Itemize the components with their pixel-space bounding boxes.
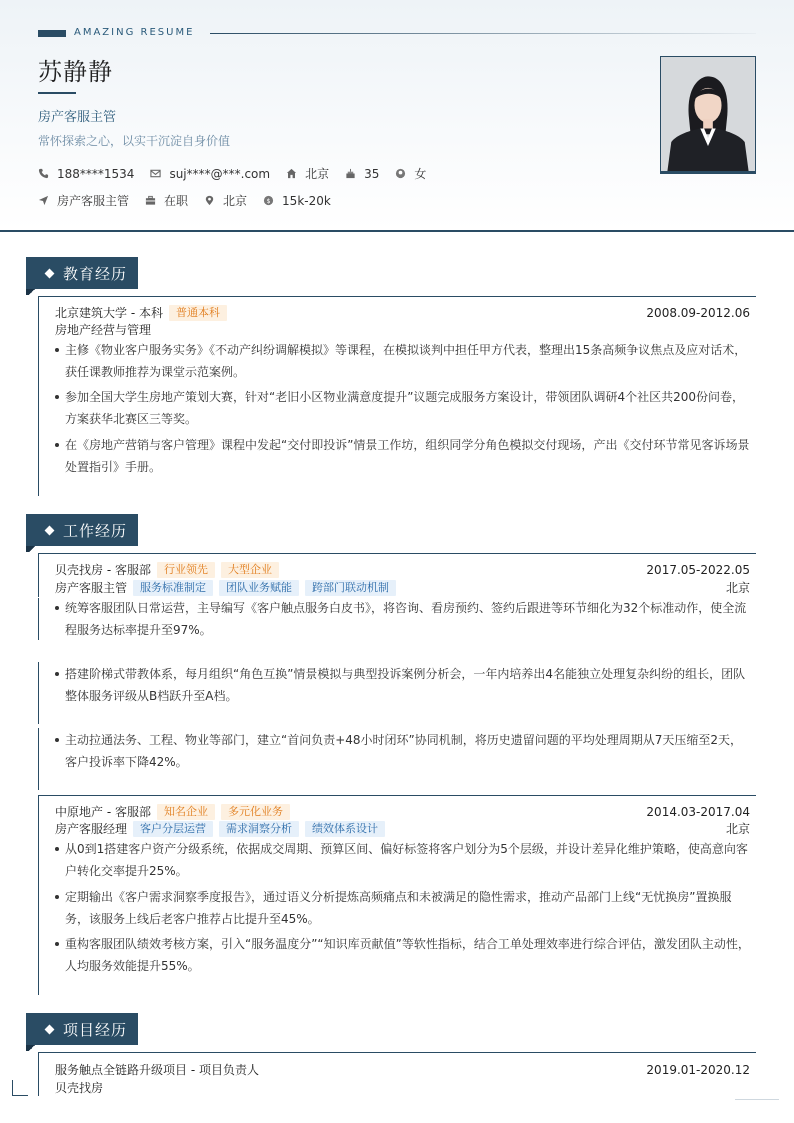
cake-icon [345,168,356,179]
work-date: 2017.05-2022.05 [646,562,750,577]
mail-icon [150,168,161,179]
company-tag: 知名企业 [157,804,215,820]
phone-text: 188****1534 [57,166,135,181]
gender-text: 女 [414,167,427,181]
name-underline [38,92,76,94]
work-bullet: 搭建阶梯式带教体系，每月组织“角色互换”情景模拟与典型投诉案例分析会，一年内培养出4名能独立处理复杂纠纷的组长，团队整体服务评级从B档跃升至A档。 [55,663,750,707]
school-tag: 普通本科 [169,305,227,321]
contact-row [38,165,442,182]
ribbon-fold [26,546,38,552]
work-date: 2014.03-2017.04 [646,804,750,819]
education-side-line [38,296,39,496]
section-work-label: 工作经历 [63,521,128,540]
candidate-motto: 常怀探索之心，以实干沉淀自身价值 [38,134,231,148]
diamond-icon [45,1024,55,1034]
major-name: 房地产经营与管理 [55,323,152,337]
work-company-row [55,561,750,578]
work-top-line [38,795,756,796]
work-bullet: 重构客服团队绩效考核方案，引入“服务温度分”“知识库贡献值”等软性指标，结合工单处理效率进行综合评估，激发团队主动性，人均服务效能提升55%。 [55,933,750,977]
brand-text: AMAZING RESUME [74,27,195,38]
project-name: 服务触点全链路升级项目 - 项目负责人 [55,1063,259,1077]
skill-tag: 服务标准制定 [133,580,213,596]
home-info [286,165,329,182]
phone-info [38,167,134,181]
home-text: 北京 [305,167,330,181]
age-text: 35 [364,166,380,181]
education-date: 2008.09-2012.06 [646,305,750,320]
education-school-row [55,304,750,321]
education-bullet: 在《房地产营销与客户管理》课程中发起“交付即投诉”情景工作坊，组织同学分角色模拟交付现场，产出《交付环节常见客诉场景处置指引》手册。 [55,434,750,478]
project-company-row [55,1079,750,1096]
education-top-line [38,296,756,297]
phone-icon [38,168,49,179]
brand-divider [210,33,756,34]
project-company: 贝壳找房 [55,1081,104,1095]
intent-row [38,192,347,209]
gender-icon [395,168,406,179]
work-role-row [55,820,750,837]
work-bullet: 主动拉通法务、工程、物业等部门，建立“首问负责+48小时闭环”协同机制，将历史遗留问题的平均处理周期从7天压缩至2天，客户投诉率下降42%。 [55,729,750,773]
status-text: 在职 [164,194,189,208]
salary-text: 15k-20k [282,193,331,208]
salary-info [263,194,331,208]
resume-header [0,0,794,232]
project-top-line [38,1052,756,1053]
work-side-line [38,598,39,640]
city-text: 北京 [223,194,248,208]
work-side-line [38,795,39,995]
candidate-name: 苏静静 [38,58,113,86]
education-bullet: 参加全国大学生房地产策划大赛，针对“老旧小区物业满意度提升”议题完成服务方案设计，带领团队调研4个社区共200份问卷，方案获华北赛区三等奖。 [55,386,750,430]
section-work-title [26,514,138,546]
company-name: 贝壳找房 - 客服部 [55,563,151,577]
section-education-title [26,257,138,289]
skill-tag: 需求洞察分析 [219,821,299,837]
education-bullet: 主修《物业客户服务实务》《不动产纠纷调解模拟》等课程，在模拟谈判中担任甲方代表，整理出15条高频争议焦点及应对话术，获任课教师推荐为课堂示范案例。 [55,339,750,383]
salary-icon [263,195,274,206]
briefcase-icon [145,195,156,206]
work-bullet: 从0到1搭建客户资产分级系统，依据成交周期、预算区间、偏好标签将客户划分为5个层级，并设计差异化维护策略，使高意向客户转化交率提升25%。 [55,838,750,882]
skill-tag: 客户分层运营 [133,821,213,837]
gender-info [395,165,426,182]
work-bullet: 统筹客服团队日常运营，主导编写《客户触点服务白皮书》，将咨询、看房预约、签约后跟进等环节细化为32个标准动作，使全流程服务达标率提升至97%。 [55,597,750,641]
profile-photo [660,56,756,174]
work-side-line [38,728,39,790]
page-corner-mark [12,1080,28,1096]
project-date: 2019.01-2020.12 [646,1062,750,1077]
work-location: 北京 [725,581,750,595]
company-tag: 多元化业务 [221,804,290,820]
education-major-row [55,321,750,338]
brand-bar [38,30,66,37]
company-tag: 行业领先 [157,562,215,578]
position-info [38,192,129,209]
work-side-line [38,662,39,724]
company-name: 中原地产 - 客服部 [55,805,151,819]
age-info [345,167,379,181]
skill-tag: 跨部门联动机制 [305,580,396,596]
location-icon [204,195,215,206]
work-company-row [55,803,750,820]
svg-text:$: $ [266,196,271,205]
work-role-row [55,579,750,596]
ribbon-fold [26,289,38,295]
page-footer-line [735,1099,779,1100]
work-location: 北京 [725,822,750,836]
email-info [150,167,270,181]
diamond-icon [45,525,55,535]
company-tag: 大型企业 [221,562,279,578]
section-education-label: 教育经历 [63,264,128,283]
project-side-line [38,1052,39,1096]
send-icon [38,195,49,206]
email-text: suj****@***.com [169,166,271,181]
work-side-line [38,553,39,597]
role-name: 房产客服主管 [55,581,128,595]
candidate-title: 房产客服主管 [38,110,117,125]
school-name: 北京建筑大学 - 本科 [55,306,163,320]
work-bullet: 定期输出《客户需求洞察季度报告》，通过语义分析提炼高频痛点和未被满足的隐性需求，推动产品部门上线“无忧换房”置换服务，该服务上线后老客户推荐占比提升至45%。 [55,886,750,930]
status-info [145,192,188,209]
project-name-row [55,1061,750,1078]
ribbon-fold [26,1045,38,1051]
city-info [204,192,247,209]
portrait-image [661,57,755,171]
skill-tag: 团队业务赋能 [219,580,299,596]
role-name: 房产客服经理 [55,822,128,836]
diamond-icon [45,268,55,278]
section-project-label: 项目经历 [63,1020,128,1039]
position-text: 房产客服主管 [57,194,130,208]
work-top-line [38,553,756,554]
brand-row [38,27,756,41]
section-project-title [26,1013,138,1045]
home-icon [286,168,297,179]
skill-tag: 绩效体系设计 [305,821,385,837]
